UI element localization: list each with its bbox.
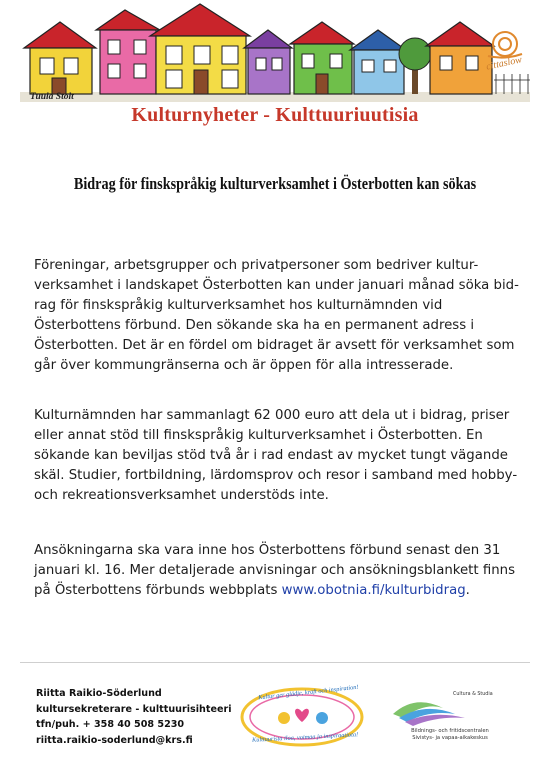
deadline-end: . xyxy=(465,583,470,598)
centre-name-swedish: Bildnings- och fritidscentralen xyxy=(411,728,489,734)
contact-name: Riitta Raikio-Söderlund xyxy=(36,688,162,699)
paragraph-eligibility: Föreningar, arbetsgrupper och privatpersoner som bedriver kultur-verksamhet i landskapet Österbotten kan under januari månad söka bid-rag för finskspråkig kulturverksamhet hos kulturnämnden vid Österbottens förbund. Den sökande ska ha en permanent adress i Österbotten. Det är en fördel om bidraget är avsett för verksamhet som går över kommungränserna och är öppen för alla intresserade. xyxy=(34,258,519,373)
header-banner xyxy=(0,0,550,106)
kultur-slogan-swedish: Kultur ger glädje, kraft och inspiration! xyxy=(257,683,359,702)
houses-illustration xyxy=(0,0,550,106)
centre-names xyxy=(395,728,505,742)
kulturbidrag-link[interactable]: www.obotnia.fi/kulturbidrag xyxy=(281,583,466,598)
bildningscentralen-logo xyxy=(385,688,510,748)
cultura-studia-label: Cultura & Studia xyxy=(453,692,493,697)
deadline-text: Ansökningarna ska vara inne hos Österbottens förbund senast den 31 januari kl. 16. Mer detaljerade anvisningar och ansökningsblankett finns på Österbottens förbunds webbplats xyxy=(34,543,515,598)
snail-logo-icon xyxy=(488,32,522,58)
footer-divider xyxy=(20,662,530,663)
centre-name-finnish: Sivistys- ja vapaa-aikakeskus xyxy=(412,735,488,741)
contact-role: kultursekreterare - kulttuurisihteeri xyxy=(36,703,232,715)
article-headline: Bidrag för finskspråkig kulturverksamhet i Österbotten kan sökas xyxy=(73,174,477,193)
kultur-slogan-finnish: Kulttuurista iloa, voimaa ja inspiraatiota! xyxy=(251,731,359,744)
contact-email[interactable]: riitta.raikio-soderlund@krs.fi xyxy=(36,734,193,746)
site-title: Kulturnyheter - Kulttuuriuutisia xyxy=(131,104,419,126)
kultur-inspiration-logo xyxy=(232,682,372,752)
contact-block xyxy=(36,686,231,748)
contact-phone: tfn/puh. + 358 40 508 5230 xyxy=(36,719,185,730)
paragraph-funding: Kulturnämnden har sammanlagt 62 000 euro att dela ut i bidrag, priser eller annat stöd till finskspråkig kulturverksamhet i Österbotten. En sökande kan beviljas stöd två år i rad endast av mycket tungt vägande skäl. Studier, fortbildning, lärdomsprov och resor i samband med hobby- och rekreationsverksamhet understöds inte. xyxy=(34,408,518,503)
paragraph-deadline xyxy=(34,541,526,601)
artist-signature: Tuula Stolt xyxy=(30,92,74,102)
cittaslow-logo: cittaslow xyxy=(485,54,523,73)
